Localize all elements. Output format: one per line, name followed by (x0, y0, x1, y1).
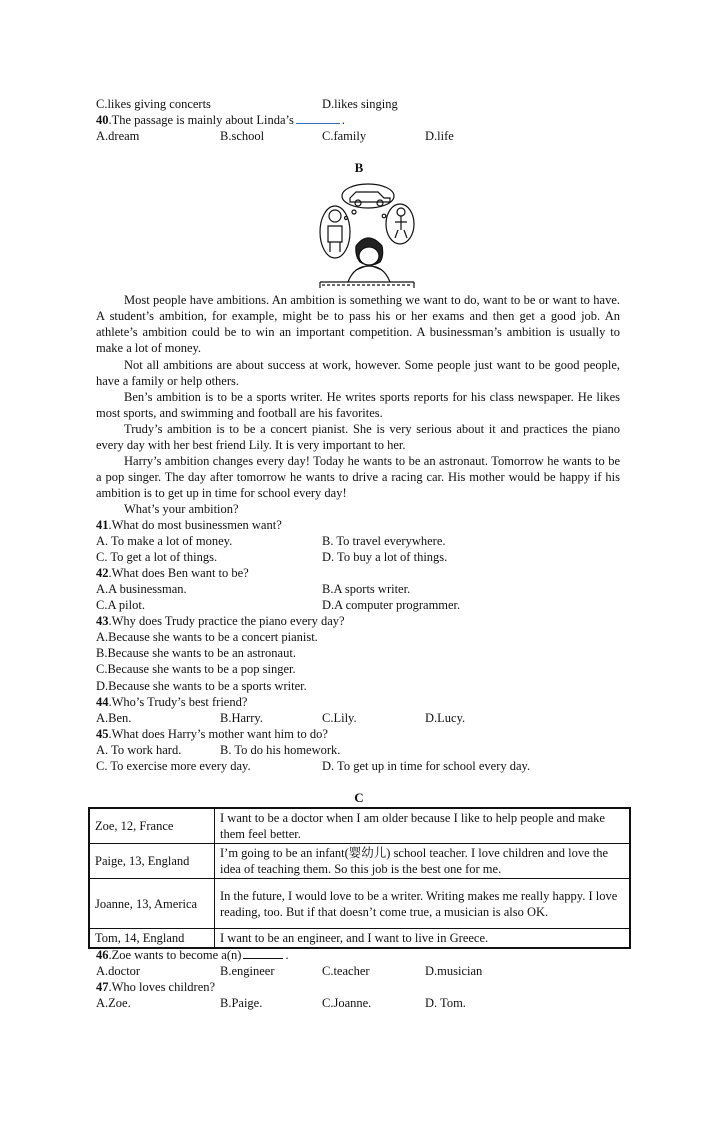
q39-option-c: C.likes giving concerts (96, 97, 211, 111)
answer-blank (243, 947, 283, 959)
q41-stem: 41.What do most businessmen want? (96, 518, 282, 532)
table-row (89, 879, 630, 929)
q40-option-c: C.family (322, 129, 367, 143)
table-cell-text: I want to be an engineer, and I want to live in Greece. (215, 929, 631, 949)
q41-option-d: D. To buy a lot of things. (322, 550, 448, 564)
q45-option-c: C. To exercise more every day. (96, 759, 251, 773)
q47-option-b: B.Paige. (220, 996, 263, 1010)
section-c-heading: C (354, 790, 364, 805)
table-cell-text: I want to be a doctor when I am older because I like to help people and make them feel better. (215, 808, 631, 844)
q45-option-a: A. To work hard. (96, 743, 182, 757)
q45-option-b: B. To do his homework. (220, 743, 341, 757)
q43-option-d: D.Because she wants to be a sports writer. (96, 679, 307, 693)
q44-option-b: B.Harry. (220, 711, 263, 725)
q41-option-b: B. To travel everywhere. (322, 534, 446, 548)
q46-option-c: C.teacher (322, 964, 370, 978)
paragraph: Trudy’s ambition is to be a concert pianist. She is very serious about it and practices the piano every day with her best friend Lily. It is very important to her. (96, 422, 620, 452)
q41-option-a: A. To make a lot of money. (96, 534, 233, 548)
q47-stem: 47.Who loves children? (96, 980, 216, 994)
q39-option-d: D.likes singing (322, 97, 398, 111)
q41-option-c: C. To get a lot of things. (96, 550, 218, 564)
q40-option-a: A.dream (96, 129, 140, 143)
q44-option-a: A.Ben. (96, 711, 132, 725)
q47-option-d: D. Tom. (425, 996, 466, 1010)
table-cell-text: I’m going to be an infant(婴幼儿) school teacher. I love children and love the idea of teaching them. So this job is the best one for me. (215, 844, 631, 879)
q46-option-b: B.engineer (220, 964, 275, 978)
section-b-heading: B (354, 160, 364, 175)
q42-stem: 42.What does Ben want to be? (96, 566, 249, 580)
q44-option-d: D.Lucy. (425, 711, 466, 725)
q40-stem: 40.The passage is mainly about Linda’s . (96, 113, 346, 127)
table-row (89, 808, 630, 844)
q44-option-c: C.Lily. (322, 711, 357, 725)
q45-stem: 45.What does Harry’s mother want him to do? (96, 727, 328, 741)
table-cell-text: In the future, I would love to be a writer. Writing makes me really happy. I love reading, too. But if that doesn’t come true, a musician is also OK. (215, 879, 631, 929)
q42-option-a: A.A businessman. (96, 582, 187, 596)
q45-option-d: D. To get up in time for school every day. (322, 759, 531, 773)
q42-option-d: D.A computer programmer. (322, 598, 461, 612)
q43-stem: 43.Why does Trudy practice the piano every day? (96, 614, 345, 628)
q46-stem: 46.Zoe wants to become a(n) . (96, 948, 289, 962)
q42-option-c: C.A pilot. (96, 598, 145, 612)
table-cell-person: Paige, 13, England (89, 844, 215, 879)
boy-dreaming-of-ambitions-image (318, 182, 416, 290)
q47-option-a: A.Zoe. (96, 996, 131, 1010)
q43-option-b: B.Because she wants to be an astronaut. (96, 646, 296, 660)
q40-option-b: B.school (220, 129, 265, 143)
ambitions-table (88, 807, 631, 949)
answer-blank (296, 112, 340, 124)
table-cell-person: Joanne, 13, America (89, 879, 215, 929)
table-cell-person: Tom, 14, England (89, 929, 215, 949)
paragraph: Harry’s ambition changes every day! Today he wants to be an astronaut. Tomorrow he wants to be a pop singer. The day after tomorrow he wants to drive a racing car. His mother would be happy if his ambition is to get up in time for school every day! (96, 454, 620, 500)
paragraph: Ben’s ambition is to be a sports writer. He writes sports reports for his class newspaper. He likes most sports, and swimming and football are his favorites. (96, 390, 620, 420)
q47-option-c: C.Joanne. (322, 996, 372, 1010)
q46-option-d: D.musician (425, 964, 483, 978)
paragraph: Most people have ambitions. An ambition is something we want to do, want to be or want to have. A student’s ambition, for example, might be to pass his or her exams and then get a good job. An athlete’s ambition could be to win an important competition. A businessman’s ambition is usually to make a lot of money. (96, 293, 620, 355)
q44-stem: 44.Who’s Trudy’s best friend? (96, 695, 248, 709)
q40-option-d: D.life (425, 129, 454, 143)
paragraph: Not all ambitions are about success at work, however. Some people just want to be good people, have a family or help others. (96, 358, 620, 388)
table-cell-person: Zoe, 12, France (89, 808, 215, 844)
q43-option-a: A.Because she wants to be a concert pianist. (96, 630, 318, 644)
q46-option-a: A.doctor (96, 964, 141, 978)
q42-option-b: B.A sports writer. (322, 582, 411, 596)
q43-option-c: C.Because she wants to be a pop singer. (96, 662, 296, 676)
table-row (89, 929, 630, 949)
paragraph: What’s your ambition? (124, 502, 239, 516)
table-row (89, 844, 630, 879)
